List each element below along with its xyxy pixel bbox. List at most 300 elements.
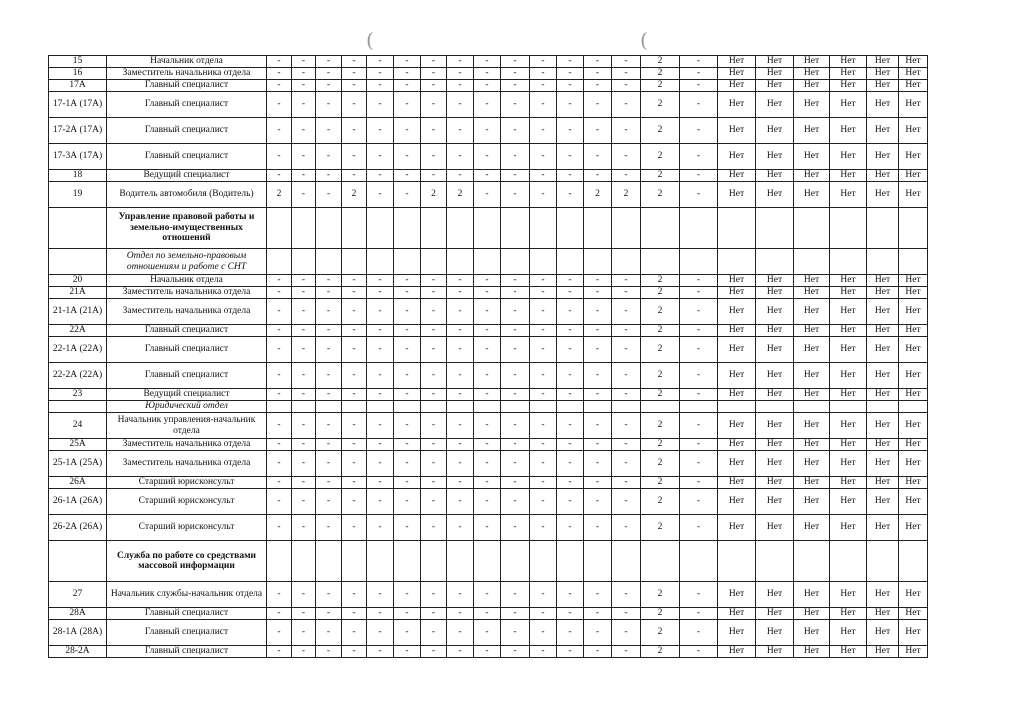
no-cell bbox=[794, 541, 830, 582]
value-cell: - bbox=[367, 608, 394, 620]
no-cell: Нет bbox=[830, 92, 867, 118]
value-cell: - bbox=[530, 439, 557, 451]
table-row bbox=[49, 325, 928, 337]
table-row bbox=[49, 515, 928, 541]
value-cell: - bbox=[421, 582, 447, 608]
value-cell: - bbox=[474, 477, 501, 489]
value-cell bbox=[316, 208, 342, 249]
no-cell: Нет bbox=[718, 92, 756, 118]
no-cell: Нет bbox=[867, 299, 899, 325]
value-cell bbox=[421, 249, 447, 275]
value-cell: - bbox=[680, 439, 718, 451]
value-cell: - bbox=[680, 92, 718, 118]
no-cell: Нет bbox=[794, 337, 830, 363]
value-cell: - bbox=[267, 363, 292, 389]
table-row bbox=[49, 299, 928, 325]
no-cell: Нет bbox=[718, 182, 756, 208]
value-cell: - bbox=[584, 275, 612, 287]
positions-table bbox=[48, 55, 928, 658]
value-cell: - bbox=[292, 170, 316, 182]
value-cell: - bbox=[292, 646, 316, 658]
position-number: 17-2А (17А) bbox=[49, 118, 107, 144]
value-cell: 2 bbox=[641, 620, 680, 646]
no-cell: Нет bbox=[867, 389, 899, 401]
department-header-row bbox=[49, 208, 928, 249]
value-cell: - bbox=[530, 68, 557, 80]
value-cell: - bbox=[501, 287, 530, 299]
value-cell: - bbox=[267, 299, 292, 325]
no-cell: Нет bbox=[899, 389, 928, 401]
value-cell: - bbox=[501, 413, 530, 439]
no-cell: Нет bbox=[830, 389, 867, 401]
value-cell: - bbox=[421, 68, 447, 80]
value-cell: 2 bbox=[612, 182, 641, 208]
value-cell: - bbox=[267, 170, 292, 182]
position-title: Начальник отдела bbox=[107, 275, 267, 287]
value-cell: - bbox=[342, 477, 367, 489]
table-row bbox=[49, 477, 928, 489]
position-title: Главный специалист bbox=[107, 80, 267, 92]
value-cell bbox=[474, 208, 501, 249]
value-cell: - bbox=[342, 389, 367, 401]
no-cell: Нет bbox=[794, 299, 830, 325]
value-cell: - bbox=[421, 56, 447, 68]
value-cell: - bbox=[474, 170, 501, 182]
value-cell: - bbox=[612, 582, 641, 608]
no-cell: Нет bbox=[899, 80, 928, 92]
no-cell bbox=[830, 541, 867, 582]
value-cell: - bbox=[342, 439, 367, 451]
no-cell: Нет bbox=[899, 646, 928, 658]
no-cell bbox=[756, 401, 794, 413]
no-cell: Нет bbox=[794, 451, 830, 477]
value-cell: - bbox=[342, 337, 367, 363]
no-cell: Нет bbox=[899, 56, 928, 68]
value-cell: - bbox=[530, 325, 557, 337]
value-cell: - bbox=[421, 646, 447, 658]
value-cell: - bbox=[474, 620, 501, 646]
value-cell: - bbox=[584, 170, 612, 182]
no-cell: Нет bbox=[867, 170, 899, 182]
value-cell: - bbox=[501, 144, 530, 170]
value-cell: - bbox=[501, 451, 530, 477]
no-cell: Нет bbox=[867, 80, 899, 92]
value-cell: - bbox=[584, 144, 612, 170]
value-cell: - bbox=[584, 68, 612, 80]
value-cell: - bbox=[421, 451, 447, 477]
value-cell: 2 bbox=[641, 80, 680, 92]
no-cell: Нет bbox=[794, 170, 830, 182]
value-cell: - bbox=[367, 477, 394, 489]
value-cell bbox=[530, 208, 557, 249]
value-cell: - bbox=[680, 80, 718, 92]
value-cell: - bbox=[447, 389, 474, 401]
no-cell: Нет bbox=[867, 275, 899, 287]
no-cell: Нет bbox=[867, 325, 899, 337]
value-cell: - bbox=[501, 170, 530, 182]
value-cell: 2 bbox=[641, 363, 680, 389]
table-row bbox=[49, 182, 928, 208]
no-cell: Нет bbox=[899, 118, 928, 144]
value-cell bbox=[421, 401, 447, 413]
value-cell: - bbox=[530, 389, 557, 401]
value-cell: - bbox=[394, 80, 421, 92]
position-number: 19 bbox=[49, 182, 107, 208]
value-cell: - bbox=[292, 92, 316, 118]
value-cell: 2 bbox=[641, 325, 680, 337]
value-cell: 2 bbox=[641, 608, 680, 620]
value-cell bbox=[367, 401, 394, 413]
value-cell: - bbox=[421, 363, 447, 389]
value-cell: 2 bbox=[641, 337, 680, 363]
value-cell: - bbox=[680, 182, 718, 208]
position-number: 21-1А (21А) bbox=[49, 299, 107, 325]
value-cell bbox=[474, 401, 501, 413]
table-row bbox=[49, 489, 928, 515]
value-cell: - bbox=[680, 389, 718, 401]
value-cell: - bbox=[267, 68, 292, 80]
no-cell bbox=[756, 249, 794, 275]
value-cell: - bbox=[501, 389, 530, 401]
no-cell: Нет bbox=[899, 477, 928, 489]
value-cell bbox=[501, 541, 530, 582]
no-cell: Нет bbox=[718, 80, 756, 92]
no-cell: Нет bbox=[867, 287, 899, 299]
value-cell: - bbox=[557, 275, 584, 287]
no-cell: Нет bbox=[756, 182, 794, 208]
no-cell: Нет bbox=[830, 439, 867, 451]
value-cell: - bbox=[267, 439, 292, 451]
value-cell: - bbox=[367, 80, 394, 92]
value-cell: - bbox=[267, 80, 292, 92]
value-cell: - bbox=[530, 413, 557, 439]
value-cell: - bbox=[394, 118, 421, 144]
value-cell: - bbox=[474, 182, 501, 208]
value-cell: - bbox=[394, 389, 421, 401]
value-cell: - bbox=[421, 389, 447, 401]
value-cell bbox=[367, 249, 394, 275]
no-cell: Нет bbox=[830, 363, 867, 389]
value-cell: - bbox=[342, 92, 367, 118]
no-cell: Нет bbox=[794, 515, 830, 541]
no-cell bbox=[718, 401, 756, 413]
value-cell: - bbox=[267, 275, 292, 287]
value-cell: - bbox=[680, 620, 718, 646]
value-cell: - bbox=[474, 56, 501, 68]
value-cell: - bbox=[367, 92, 394, 118]
value-cell bbox=[474, 249, 501, 275]
value-cell: - bbox=[530, 620, 557, 646]
position-title: Заместитель начальника отдела bbox=[107, 68, 267, 80]
value-cell: - bbox=[292, 363, 316, 389]
value-cell: - bbox=[447, 56, 474, 68]
value-cell: - bbox=[557, 608, 584, 620]
value-cell: - bbox=[474, 92, 501, 118]
position-title: Главный специалист bbox=[107, 363, 267, 389]
value-cell: - bbox=[394, 337, 421, 363]
value-cell: 2 bbox=[641, 413, 680, 439]
value-cell bbox=[292, 541, 316, 582]
no-cell: Нет bbox=[867, 413, 899, 439]
value-cell: 2 bbox=[641, 118, 680, 144]
position-title: Ведущий специалист bbox=[107, 389, 267, 401]
no-cell: Нет bbox=[718, 451, 756, 477]
position-number: 28-1А (28А) bbox=[49, 620, 107, 646]
value-cell: - bbox=[342, 646, 367, 658]
no-cell: Нет bbox=[718, 477, 756, 489]
value-cell: - bbox=[394, 477, 421, 489]
value-cell: - bbox=[316, 413, 342, 439]
table-row bbox=[49, 68, 928, 80]
value-cell: - bbox=[367, 515, 394, 541]
no-cell: Нет bbox=[718, 337, 756, 363]
value-cell: - bbox=[367, 182, 394, 208]
value-cell: - bbox=[367, 56, 394, 68]
value-cell: 2 bbox=[641, 646, 680, 658]
value-cell: - bbox=[584, 299, 612, 325]
value-cell bbox=[680, 541, 718, 582]
no-cell: Нет bbox=[718, 515, 756, 541]
value-cell: - bbox=[394, 439, 421, 451]
value-cell bbox=[557, 401, 584, 413]
no-cell: Нет bbox=[718, 287, 756, 299]
value-cell: - bbox=[316, 80, 342, 92]
value-cell: - bbox=[316, 299, 342, 325]
section-title: Юридический отдел bbox=[107, 401, 267, 413]
value-cell bbox=[447, 208, 474, 249]
table-row bbox=[49, 363, 928, 389]
value-cell: - bbox=[292, 451, 316, 477]
no-cell bbox=[830, 208, 867, 249]
table-row bbox=[49, 582, 928, 608]
value-cell: - bbox=[474, 80, 501, 92]
position-number: 26-2А (26А) bbox=[49, 515, 107, 541]
value-cell: - bbox=[680, 489, 718, 515]
value-cell: - bbox=[501, 489, 530, 515]
value-cell: - bbox=[267, 489, 292, 515]
value-cell: - bbox=[584, 92, 612, 118]
value-cell: - bbox=[474, 489, 501, 515]
value-cell: - bbox=[474, 451, 501, 477]
value-cell: - bbox=[584, 515, 612, 541]
value-cell bbox=[267, 249, 292, 275]
value-cell: - bbox=[530, 170, 557, 182]
value-cell bbox=[394, 249, 421, 275]
value-cell: - bbox=[584, 389, 612, 401]
no-cell: Нет bbox=[867, 515, 899, 541]
position-number: 28А bbox=[49, 608, 107, 620]
value-cell bbox=[612, 208, 641, 249]
value-cell: - bbox=[342, 80, 367, 92]
value-cell bbox=[367, 208, 394, 249]
value-cell: - bbox=[292, 68, 316, 80]
value-cell: - bbox=[292, 275, 316, 287]
no-cell: Нет bbox=[756, 144, 794, 170]
no-cell: Нет bbox=[756, 299, 794, 325]
position-title: Заместитель начальника отдела bbox=[107, 451, 267, 477]
no-cell: Нет bbox=[794, 275, 830, 287]
value-cell: - bbox=[680, 646, 718, 658]
value-cell: - bbox=[292, 325, 316, 337]
no-cell bbox=[794, 249, 830, 275]
no-cell: Нет bbox=[830, 118, 867, 144]
value-cell: - bbox=[447, 299, 474, 325]
value-cell: - bbox=[584, 56, 612, 68]
value-cell: - bbox=[680, 451, 718, 477]
value-cell: - bbox=[394, 56, 421, 68]
position-number: 17-3А (17А) bbox=[49, 144, 107, 170]
value-cell: - bbox=[584, 325, 612, 337]
value-cell: - bbox=[342, 325, 367, 337]
no-cell: Нет bbox=[830, 56, 867, 68]
table-row bbox=[49, 451, 928, 477]
value-cell: - bbox=[267, 389, 292, 401]
no-cell: Нет bbox=[899, 582, 928, 608]
value-cell: - bbox=[501, 182, 530, 208]
no-cell: Нет bbox=[899, 182, 928, 208]
position-title: Начальник службы-начальник отдела bbox=[107, 582, 267, 608]
value-cell: - bbox=[394, 287, 421, 299]
no-cell: Нет bbox=[756, 646, 794, 658]
value-cell: - bbox=[292, 582, 316, 608]
value-cell: - bbox=[557, 68, 584, 80]
value-cell bbox=[267, 208, 292, 249]
value-cell: - bbox=[394, 363, 421, 389]
no-cell: Нет bbox=[794, 325, 830, 337]
value-cell bbox=[474, 541, 501, 582]
value-cell: - bbox=[530, 477, 557, 489]
value-cell: - bbox=[292, 337, 316, 363]
value-cell bbox=[292, 208, 316, 249]
value-cell bbox=[557, 541, 584, 582]
value-cell: - bbox=[530, 182, 557, 208]
position-number: 25А bbox=[49, 439, 107, 451]
value-cell: - bbox=[367, 582, 394, 608]
value-cell: - bbox=[316, 489, 342, 515]
position-title: Старший юрисконсульт bbox=[107, 515, 267, 541]
position-number: 16 bbox=[49, 68, 107, 80]
no-cell: Нет bbox=[899, 620, 928, 646]
no-cell: Нет bbox=[794, 68, 830, 80]
position-number: 26А bbox=[49, 477, 107, 489]
value-cell: - bbox=[557, 80, 584, 92]
value-cell: 2 bbox=[641, 489, 680, 515]
value-cell: - bbox=[557, 182, 584, 208]
no-cell: Нет bbox=[718, 389, 756, 401]
value-cell: - bbox=[501, 608, 530, 620]
value-cell: - bbox=[501, 299, 530, 325]
value-cell bbox=[316, 249, 342, 275]
value-cell: - bbox=[394, 325, 421, 337]
value-cell: - bbox=[394, 608, 421, 620]
value-cell: - bbox=[394, 144, 421, 170]
value-cell bbox=[680, 249, 718, 275]
no-cell bbox=[899, 401, 928, 413]
value-cell: - bbox=[316, 275, 342, 287]
value-cell: - bbox=[447, 582, 474, 608]
value-cell bbox=[501, 208, 530, 249]
value-cell: - bbox=[501, 80, 530, 92]
no-cell: Нет bbox=[756, 287, 794, 299]
value-cell: - bbox=[530, 489, 557, 515]
no-cell: Нет bbox=[830, 275, 867, 287]
no-cell: Нет bbox=[756, 118, 794, 144]
position-number: 25-1А (25А) bbox=[49, 451, 107, 477]
no-cell: Нет bbox=[867, 439, 899, 451]
no-cell: Нет bbox=[867, 92, 899, 118]
value-cell: - bbox=[292, 620, 316, 646]
value-cell: - bbox=[342, 68, 367, 80]
value-cell: - bbox=[394, 515, 421, 541]
value-cell: 2 bbox=[641, 582, 680, 608]
value-cell: - bbox=[394, 489, 421, 515]
value-cell: - bbox=[342, 287, 367, 299]
value-cell: - bbox=[612, 325, 641, 337]
no-cell: Нет bbox=[756, 275, 794, 287]
value-cell: - bbox=[316, 92, 342, 118]
position-number: 27 bbox=[49, 582, 107, 608]
value-cell bbox=[447, 249, 474, 275]
value-cell: - bbox=[367, 287, 394, 299]
value-cell: - bbox=[447, 363, 474, 389]
value-cell: - bbox=[292, 608, 316, 620]
value-cell: - bbox=[447, 80, 474, 92]
value-cell: - bbox=[680, 363, 718, 389]
value-cell: 2 bbox=[641, 287, 680, 299]
value-cell: 2 bbox=[641, 56, 680, 68]
value-cell: - bbox=[557, 413, 584, 439]
value-cell: - bbox=[342, 170, 367, 182]
value-cell: - bbox=[584, 118, 612, 144]
position-number: 17А bbox=[49, 80, 107, 92]
no-cell: Нет bbox=[830, 477, 867, 489]
no-cell: Нет bbox=[899, 451, 928, 477]
no-cell bbox=[899, 249, 928, 275]
no-cell bbox=[867, 249, 899, 275]
value-cell: - bbox=[316, 287, 342, 299]
value-cell: - bbox=[342, 620, 367, 646]
no-cell: Нет bbox=[830, 413, 867, 439]
value-cell: - bbox=[680, 413, 718, 439]
value-cell: - bbox=[292, 413, 316, 439]
value-cell: - bbox=[316, 363, 342, 389]
value-cell bbox=[641, 249, 680, 275]
no-cell: Нет bbox=[756, 608, 794, 620]
value-cell: - bbox=[530, 646, 557, 658]
value-cell: - bbox=[530, 608, 557, 620]
value-cell: - bbox=[292, 489, 316, 515]
no-cell: Нет bbox=[830, 515, 867, 541]
value-cell: - bbox=[680, 337, 718, 363]
value-cell: - bbox=[367, 275, 394, 287]
no-cell: Нет bbox=[899, 363, 928, 389]
no-cell: Нет bbox=[794, 489, 830, 515]
department-title: Служба по работе со средствами массовой информации bbox=[107, 541, 267, 582]
value-cell: - bbox=[447, 325, 474, 337]
table-row bbox=[49, 413, 928, 439]
value-cell bbox=[612, 249, 641, 275]
value-cell: - bbox=[501, 515, 530, 541]
value-cell: - bbox=[342, 144, 367, 170]
value-cell: - bbox=[612, 92, 641, 118]
value-cell bbox=[557, 249, 584, 275]
no-cell: Нет bbox=[718, 413, 756, 439]
value-cell: - bbox=[680, 299, 718, 325]
value-cell: - bbox=[421, 275, 447, 287]
value-cell: - bbox=[316, 620, 342, 646]
value-cell: - bbox=[584, 287, 612, 299]
value-cell: - bbox=[267, 413, 292, 439]
